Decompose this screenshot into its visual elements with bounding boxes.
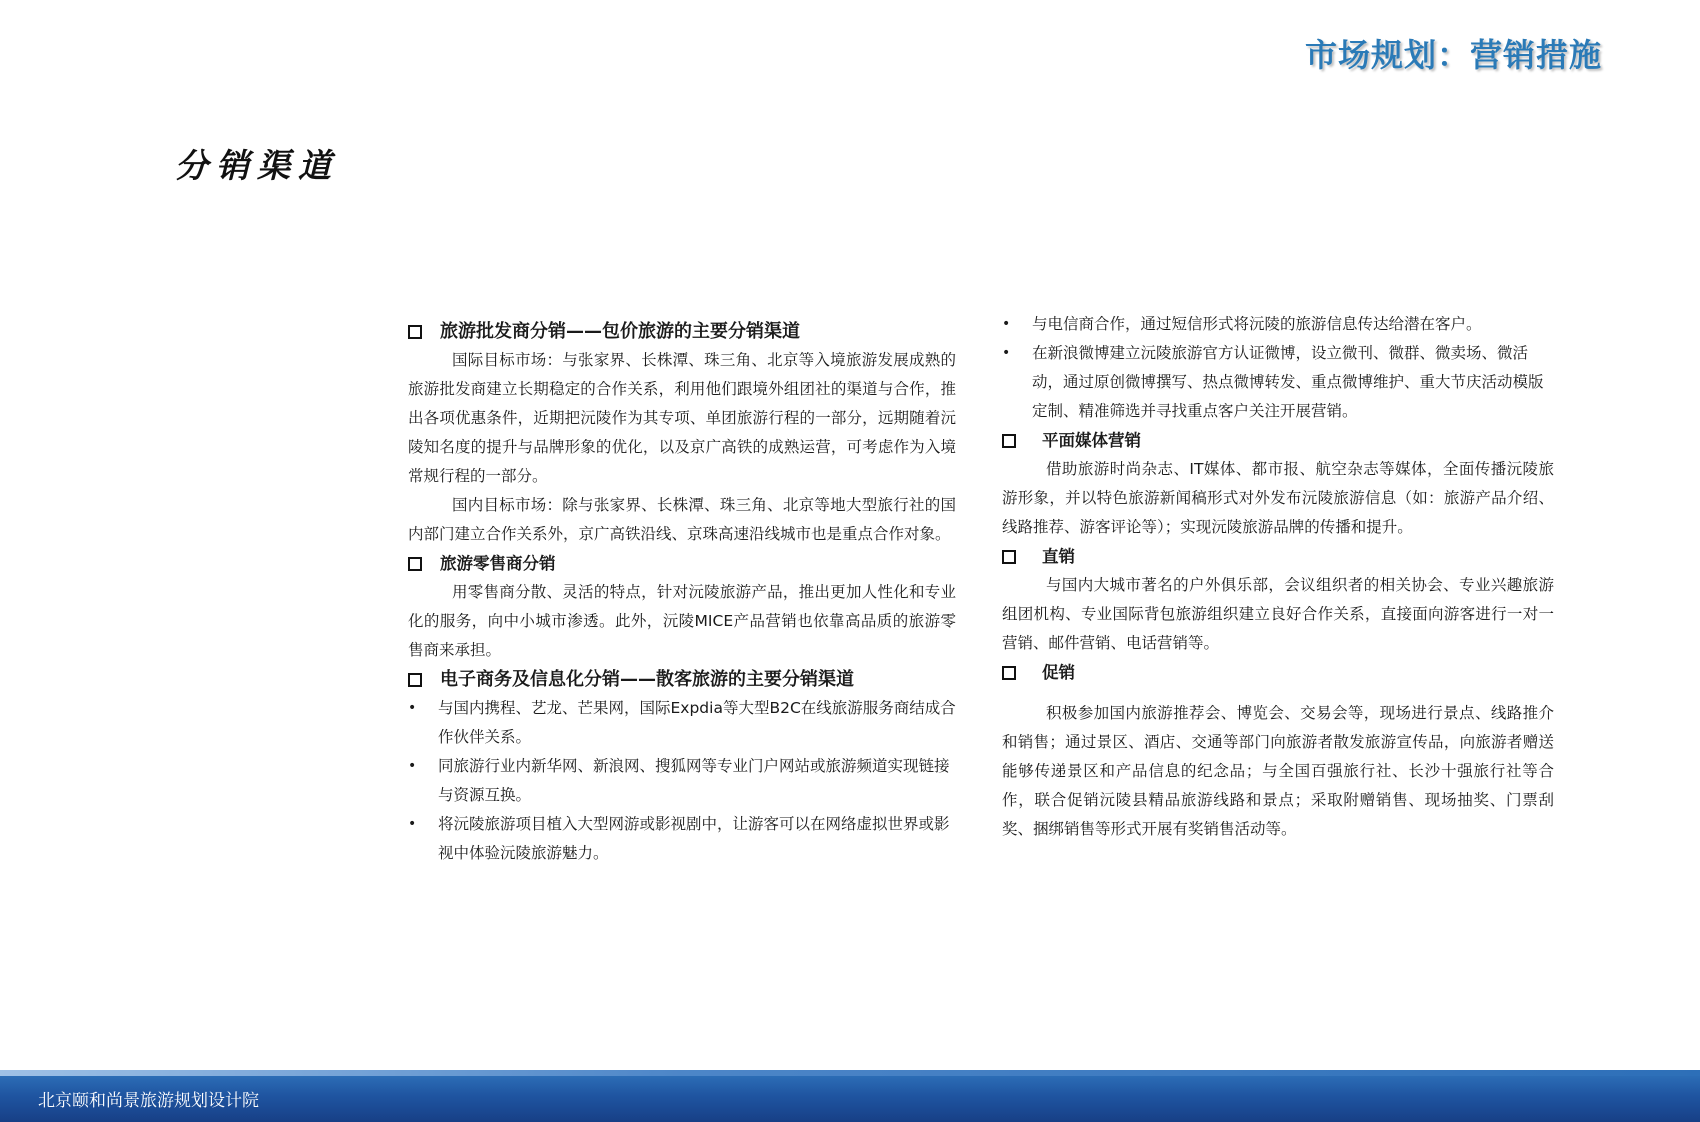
heading-text: 直销 xyxy=(1042,547,1075,566)
heading-text: 旅游零售商分销 xyxy=(440,554,556,573)
paragraph-direct-sales: 与国内大城市著名的户外俱乐部，会议组织者的相关协会、专业兴趣旅游组团机构、专业国际背包旅游组织建立良好合作关系，直接面向游客进行一对一营销、邮件营销、电话营销等。 xyxy=(1002,576,1554,652)
list-item-text: 同旅游行业内新华网、新浪网、搜狐网等专业门户网站或旅游频道实现链接与资源互换。 xyxy=(438,757,950,804)
list-item-text: 将沅陵旅游项目植入大型网游或影视剧中，让游客可以在网络虚拟世界或影视中体验沅陵旅游魅力。 xyxy=(438,815,950,862)
bullet-dot-icon: • xyxy=(408,816,417,832)
heading-direct-sales xyxy=(1002,542,1554,571)
heading-text: 促销 xyxy=(1042,663,1075,682)
checkbox-bullet-icon xyxy=(1002,434,1016,448)
paragraph-print-media: 借助旅游时尚杂志、IT媒体、都市报、航空杂志等媒体，全面传播沅陵旅游形象，并以特色旅游新闻稿形式对外发布沅陵旅游信息（如：旅游产品介绍、线路推荐、游客评论等）；实现沅陵旅游品牌的传播和提升。 xyxy=(1002,460,1554,536)
bullet-dot-icon: • xyxy=(1002,345,1011,361)
paragraph-international: 国际目标市场：与张家界、长株潭、珠三角、北京等入境旅游发展成熟的旅游批发商建立长期稳定的合作关系，利用他们跟境外组团社的渠道与合作，推出各项优惠条件，近期把沅陵作为其专项、单团旅游行程的一部分，远期随着沅陵知名度的提升与品牌形象的优化，以及京广高铁的成熟运营，可考虑作为入境常规行程的一部分。 xyxy=(408,351,956,485)
heading-text: 旅游批发商分销——包价旅游的主要分销渠道 xyxy=(440,321,800,342)
list-item xyxy=(408,810,956,868)
paragraph-domestic: 国内目标市场：除与张家界、长株潭、珠三角、北京等地大型旅行社的国内部门建立合作关系外，京广高铁沿线、京珠高速沿线城市也是重点合作对象。 xyxy=(408,496,956,543)
paragraph-retail: 用零售商分散、灵活的特点，针对沅陵旅游产品，推出更加人性化和专业化的服务，向中小城市渗透。此外，沅陵MICE产品营销也依靠高品质的旅游零售商来承担。 xyxy=(408,583,956,659)
bullet-dot-icon: • xyxy=(408,700,417,716)
bullet-dot-icon: • xyxy=(1002,316,1011,332)
heading-ecommerce xyxy=(408,665,956,694)
checkbox-bullet-icon xyxy=(408,325,422,339)
checkbox-bullet-icon xyxy=(408,673,422,687)
list-item xyxy=(1002,310,1554,339)
page-title: 市场规划：营销措施 xyxy=(1304,36,1602,74)
right-column xyxy=(1002,310,1554,844)
bullet-dot-icon: • xyxy=(408,758,417,774)
list-item-text: 在新浪微博建立沅陵旅游官方认证微博，设立微刊、微群、微卖场、微活动，通过原创微博撰写、热点微博转发、重点微博维护、重大节庆活动模版定制、精准筛选并寻找重点客户关注开展营销。 xyxy=(1032,344,1544,420)
list-item xyxy=(408,694,956,752)
list-item xyxy=(1002,339,1554,426)
heading-wholesale xyxy=(408,317,956,346)
section-title: 分销渠道 xyxy=(175,146,339,185)
checkbox-bullet-icon xyxy=(408,557,422,571)
heading-text: 平面媒体营销 xyxy=(1042,431,1141,450)
heading-print-media xyxy=(1002,426,1554,455)
checkbox-bullet-icon xyxy=(1002,550,1016,564)
heading-promotion xyxy=(1002,658,1554,687)
heading-text: 电子商务及信息化分销——散客旅游的主要分销渠道 xyxy=(440,669,854,690)
footer-bar xyxy=(0,1074,1700,1122)
list-item-text: 与电信商合作，通过短信形式将沅陵的旅游信息传达给潜在客户。 xyxy=(1032,315,1482,333)
list-item xyxy=(408,752,956,810)
footer-org-name: 北京颐和尚景旅游规划设计院 xyxy=(38,1091,259,1111)
checkbox-bullet-icon xyxy=(1002,666,1016,680)
left-column xyxy=(408,317,956,868)
paragraph-promotion: 积极参加国内旅游推荐会、博览会、交易会等，现场进行景点、线路推介和销售；通过景区、酒店、交通等部门向旅游者散发旅游宣传品，向旅游者赠送能够传递景区和产品信息的纪念品；与全国百强旅行社、长沙十强旅行社等合作，联合促销沅陵县精品旅游线路和景点；采取附赠销售、现场抽奖、门票刮奖、捆绑销售等形式开展有奖销售活动等。 xyxy=(1002,704,1554,838)
list-item-text: 与国内携程、艺龙、芒果网，国际Expdia等大型B2C在线旅游服务商结成合作伙伴关系。 xyxy=(438,699,956,746)
heading-retail xyxy=(408,549,956,578)
